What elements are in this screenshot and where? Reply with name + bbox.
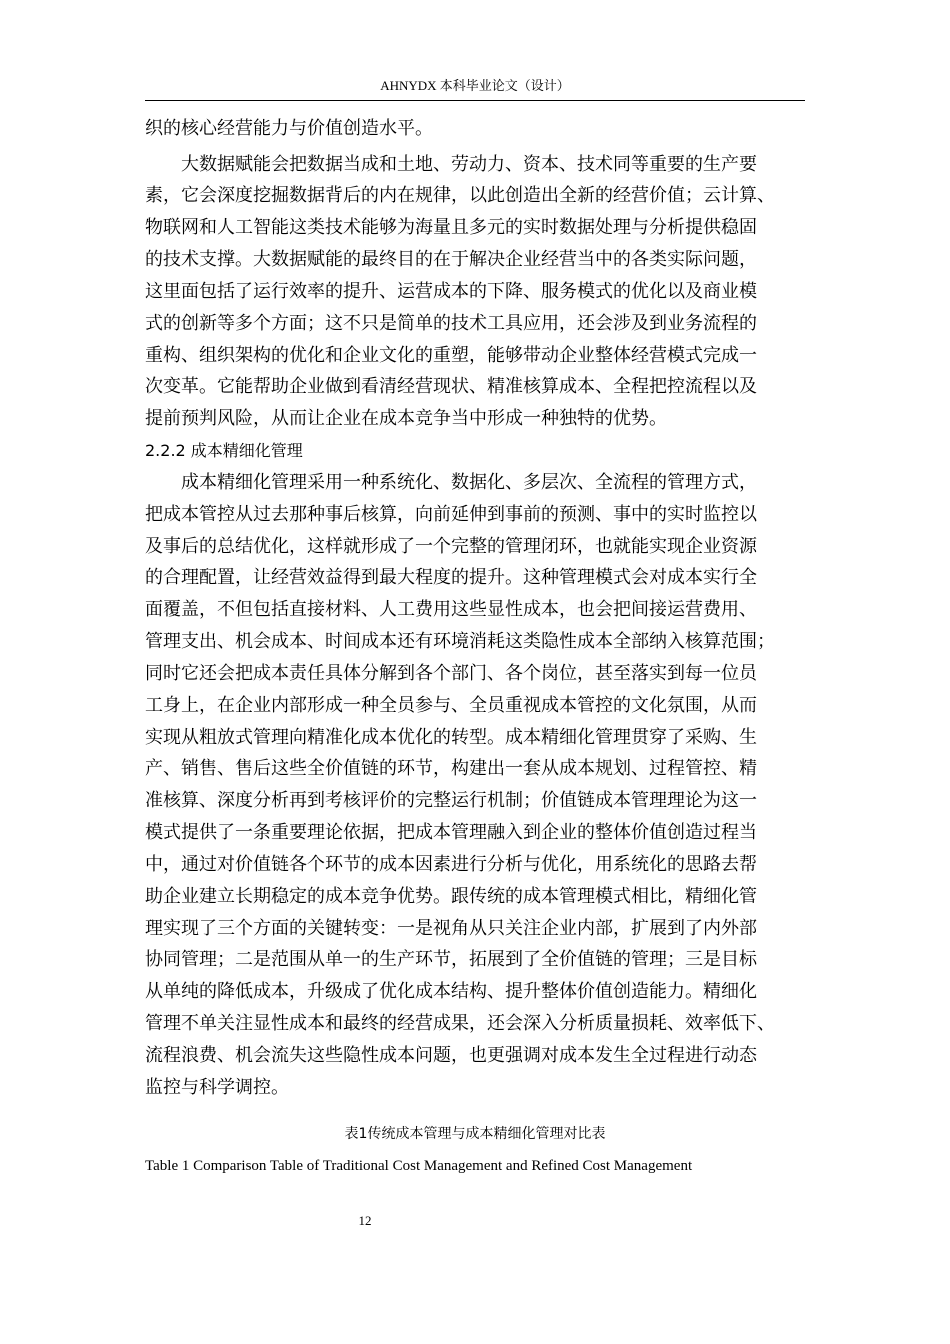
body-line: 实现从粗放式管理向精准化成本优化的转型。成本精细化管理贯穿了采购、生	[145, 727, 757, 748]
body-line: 织的核心经营能力与价值创造水平。	[145, 118, 433, 139]
body-line: 把成本管控从过去那种事后核算，向前延伸到事前的预测、事中的实时监控以	[145, 504, 757, 525]
header-rule	[145, 100, 805, 101]
body-line: 次变革。它能帮助企业做到看清经营现状、精准核算成本、全程把控流程以及	[145, 376, 757, 397]
body-line: 提前预判风险，从而让企业在成本竞争当中形成一种独特的优势。	[145, 408, 667, 429]
body-line: 物联网和人工智能这类技术能够为海量且多元的实时数据处理与分析提供稳固	[145, 217, 757, 238]
body-line: 面覆盖，不但包括直接材料、人工费用这些显性成本，也会把间接运营费用、	[145, 599, 757, 620]
body-line: 的技术支撑。大数据赋能的最终目的在于解决企业经营当中的各类实际问题，	[145, 249, 757, 270]
body-line: 管理不单关注显性成本和最终的经营成果，还会深入分析质量损耗、效率低下、	[145, 1013, 775, 1034]
table-caption-chinese: 表1传统成本管理与成本精细化管理对比表	[344, 1126, 606, 1142]
body-line: 同时它还会把成本责任具体分解到各个部门、各个岗位，甚至落实到每一位员	[145, 663, 757, 684]
body-line: 准核算、深度分析再到考核评价的完整运行机制；价值链成本管理理论为这一	[145, 790, 757, 811]
body-line: 式的创新等多个方面；这不只是简单的技术工具应用，还会涉及到业务流程的	[145, 313, 757, 334]
body-line: 理实现了三个方面的关键转变：一是视角从只关注企业内部，扩展到了内外部	[145, 918, 757, 939]
section-heading: 2.2.2 成本精细化管理	[145, 441, 303, 460]
body-line: 及事后的总结优化，这样就形成了一个完整的管理闭环，也就能实现企业资源	[145, 536, 757, 557]
paragraph-start-line: 大数据赋能会把数据当成和土地、劳动力、资本、技术同等重要的生产要	[181, 154, 757, 175]
body-line: 重构、组织架构的优化和企业文化的重塑，能够带动企业整体经营模式完成一	[145, 345, 757, 366]
body-line: 工身上，在企业内部形成一种全员参与、全员重视成本管控的文化氛围，从而	[145, 695, 757, 716]
body-line: 的合理配置，让经营效益得到最大程度的提升。这种管理模式会对成本实行全	[145, 567, 757, 588]
body-line: 流程浪费、机会流失这些隐性成本问题，也更强调对成本发生全过程进行动态	[145, 1045, 757, 1066]
body-line: 素，它会深度挖掘数据背后的内在规律，以此创造出全新的经营价值；云计算、	[145, 185, 775, 206]
body-line: 模式提供了一条重要理论依据，把成本管理融入到企业的整体价值创造过程当	[145, 822, 757, 843]
body-line: 产、销售、售后这些全价值链的环节，构建出一套从成本规划、过程管控、精	[145, 758, 757, 779]
body-line: 从单纯的降低成本，升级成了优化成本结构、提升整体价值创造能力。精细化	[145, 981, 757, 1002]
body-line: 中，通过对价值链各个环节的成本因素进行分析与优化，用系统化的思路去帮	[145, 854, 757, 875]
body-line: 这里面包括了运行效率的提升、运营成本的下降、服务模式的优化以及商业模	[145, 281, 757, 302]
page-number: 12	[358, 1213, 372, 1228]
table-caption-english: Table 1 Comparison Table of Traditional Cost Management and Refined Cost Management	[145, 1158, 693, 1174]
body-line: 协同管理；二是范围从单一的生产环节，拓展到了全价值链的管理；三是目标	[145, 949, 757, 970]
body-line: 监控与科学调控。	[145, 1077, 289, 1098]
body-line: 管理支出、机会成本、时间成本还有环境消耗这类隐性成本全部纳入核算范围；	[145, 631, 775, 652]
page-header: AHNYDX 本科毕业论文（设计）	[380, 78, 570, 93]
paragraph-start-line: 成本精细化管理采用一种系统化、数据化、多层次、全流程的管理方式，	[181, 472, 757, 493]
body-line: 助企业建立长期稳定的成本竞争优势。跟传统的成本管理模式相比，精细化管	[145, 886, 757, 907]
